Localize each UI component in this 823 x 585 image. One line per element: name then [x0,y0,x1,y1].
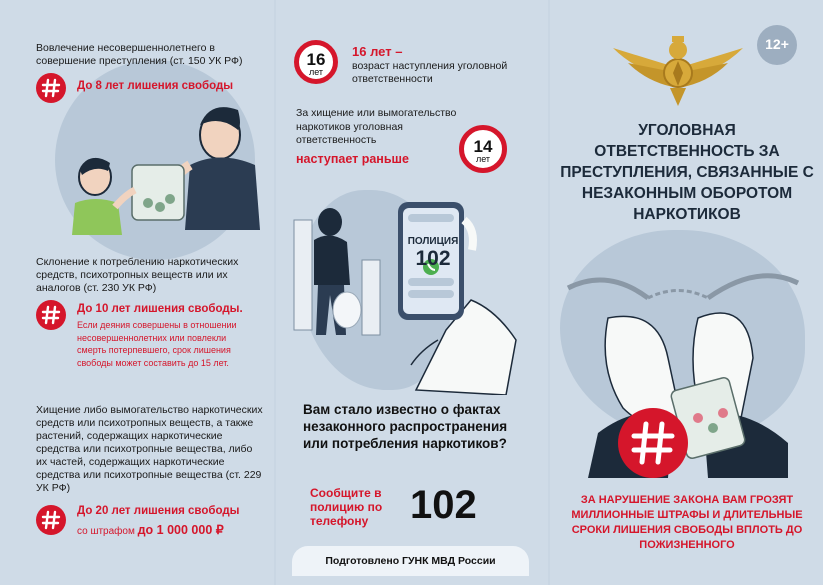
main-title: УГОЛОВНАЯ ОТВЕТСТВЕННОСТЬ ЗА ПРЕСТУПЛЕНИЯ, СВЯЗАННЫЕ С НЕЗАКОННЫМ ОБОРОТОМ НАРКОТИКОВ [560,122,814,223]
age-rating-badge [757,25,797,65]
age-16-text: возраст наступления уголовной ответственности [352,60,508,85]
footer-text: Подготовлено ГУНК МВД России [325,555,496,567]
item3-penalty: До 20 лет лишения свободы [77,505,240,517]
hashtag-icon [618,408,688,478]
item3-fine-prefix: со штрафом [77,526,135,537]
theft-highlight: наступает раньше [296,152,409,166]
hashtag-badge-2 [36,300,66,330]
hashtag-badge-large [618,408,688,478]
item1-penalty: До 8 лет лишения свободы [77,80,234,92]
age-rating-text: 12+ [765,36,789,52]
phone-number: 102 [415,247,451,270]
age-16-title: 16 лет – [352,44,403,59]
item3-fine [77,522,224,537]
item3-text: Хищение либо вымогательство наркотических средств или психотропных веществ, а также растений, содержащих наркотические средства или психотропные вещества, либо их частей, содержащих наркотические средства или психотропные вещества (ст. 229 УК РФ) [36,404,263,494]
age-14-badge [459,125,507,173]
item2-text: Склонение к потреблению наркотических средств, психотропных веществ или их аналогов (ст. 230 УК РФ) [36,256,239,294]
item2-penalty: До 10 лет лишения свободы. [77,303,243,315]
hashtag-icon [36,505,66,535]
hashtag-icon [36,300,66,330]
age-16-unit: лет [308,67,324,77]
dealer-illustration [292,200,382,340]
police-emblem-icon [608,28,748,108]
hashtag-badge-3 [36,505,66,535]
age-16-badge [294,40,338,84]
phone-label: ПОЛИЦИЯ [407,236,459,247]
report-text: Сообщите в полицию по телефону [310,486,383,528]
report-number: 102 [410,483,477,527]
item1-text: Вовлечение несовершеннолетнего в совершение преступления (ст. 150 УК РФ) [36,42,243,67]
man-and-child-illustration [60,95,260,235]
age-14-number: 14 [473,137,493,156]
hand-with-phone-illustration [376,190,526,395]
item2-note: Если деяния совершены в отношении несовершеннолетних или повлекли смерть потерпевшего, срок лишения свободы может составить до 15 лет. [77,320,237,368]
theft-text: За хищение или вымогательство наркотиков уголовная ответственность [296,107,457,146]
question-text: Вам стало известно о фактах незаконного распространения или потребления наркотиков? [303,402,508,451]
age-14-unit: лет [475,154,491,164]
age-16-number: 16 [306,50,326,69]
footer-bar [292,546,529,576]
warning-text: ЗА НАРУШЕНИЕ ЗАКОНА ВАМ ГРОЗЯТ МИЛЛИОННЫЕ ШТРАФЫ И ДЛИТЕЛЬНЫЕ СРОКИ ЛИШЕНИЯ СВОБОДЫ ВПЛОТЬ ДО ПОЖИЗНЕННОГО [571,494,803,551]
item3-fine-amount: до 1 000 000 ₽ [137,523,224,537]
